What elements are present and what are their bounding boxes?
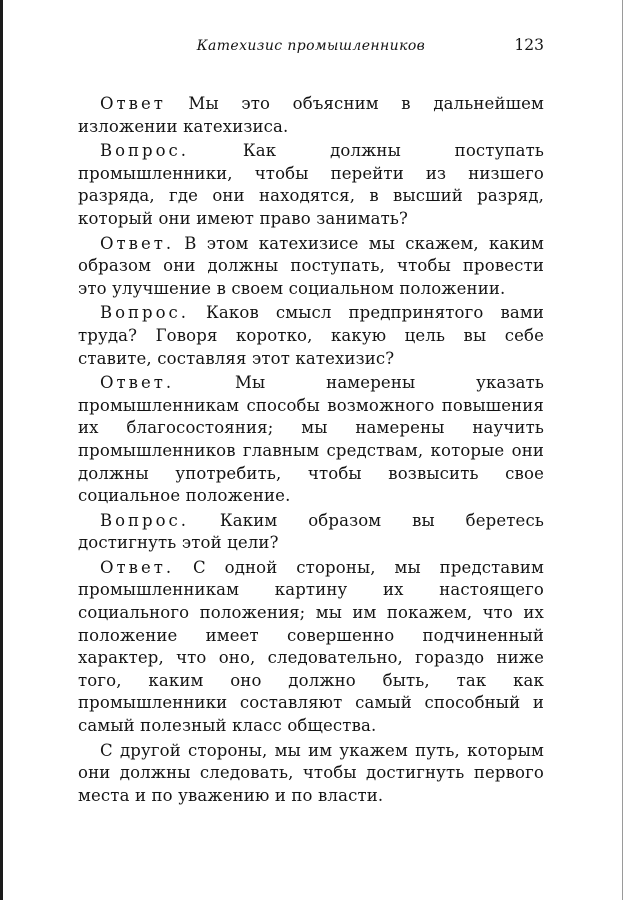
- paragraph-answer-3: [78, 372, 544, 508]
- paragraph-answer-1: [78, 93, 544, 138]
- speaker-label: Ответ.: [100, 557, 175, 577]
- paragraph-text: Каков смысл предпринятого вами труда? Говоря коротко, какую цель вы себе ставите, составляя этот катехизис?: [78, 303, 544, 368]
- speaker-label: Ответ.: [100, 233, 175, 253]
- paragraph-text: В этом катехизисе мы скажем, каким образом они должны поступать, чтобы провести это улучшение в своем социальном положении.: [78, 233, 544, 298]
- paragraph-text: Как должны поступать промышленники, чтобы перейти из низшего разряда, где они находятся, в высший разряд, который они имеют право занимать?: [78, 141, 544, 228]
- running-head: [78, 34, 544, 60]
- running-title: Катехизис промышленников: [196, 38, 426, 54]
- paragraph-text: Мы это объясним в дальнейшем изложении катехизиса.: [78, 94, 544, 136]
- speaker-label: Вопрос.: [100, 303, 190, 323]
- paragraph-question-2: [78, 302, 544, 370]
- speaker-label: Ответ: [100, 94, 166, 113]
- paragraph-text: Мы намерены указать промышленникам способы возможного повышения их благосостояния; мы намерены научить промышленников главным средствам, которые они должны употребить, чтобы возвысить свое социальное положение.: [78, 373, 544, 506]
- paragraph-text: Каким образом вы беретесь достигнуть этой цели?: [78, 510, 544, 553]
- paragraph-text: С одной стороны, мы представим промышленникам картину их настоящего социального положения; мы им покажем, что их положение имеет совершенно подчиненный характер, что оно, следовательно, гораздо ниже того, каким оно должно быть, так как промышленники составляют самый способный и самый полезный класс общества.: [78, 557, 544, 736]
- body-text: [78, 93, 544, 807]
- scan-left-edge: [0, 0, 3, 900]
- paragraph-continuation: [78, 740, 544, 808]
- paragraph-answer-4: [78, 557, 544, 738]
- speaker-label: Вопрос.: [100, 510, 190, 530]
- paragraph-question-1: [78, 140, 544, 230]
- speaker-label: Вопрос.: [100, 141, 190, 161]
- paragraph-text: С другой стороны, мы им укажем путь, которым они должны следовать, чтобы достигнуть первого места и по уважению и по власти.: [78, 740, 544, 805]
- paragraph-answer-2: [78, 233, 544, 301]
- paragraph-question-3: [78, 510, 544, 555]
- speaker-label: Ответ.: [100, 373, 175, 393]
- page-number: 123: [514, 36, 544, 54]
- book-page: [78, 34, 544, 809]
